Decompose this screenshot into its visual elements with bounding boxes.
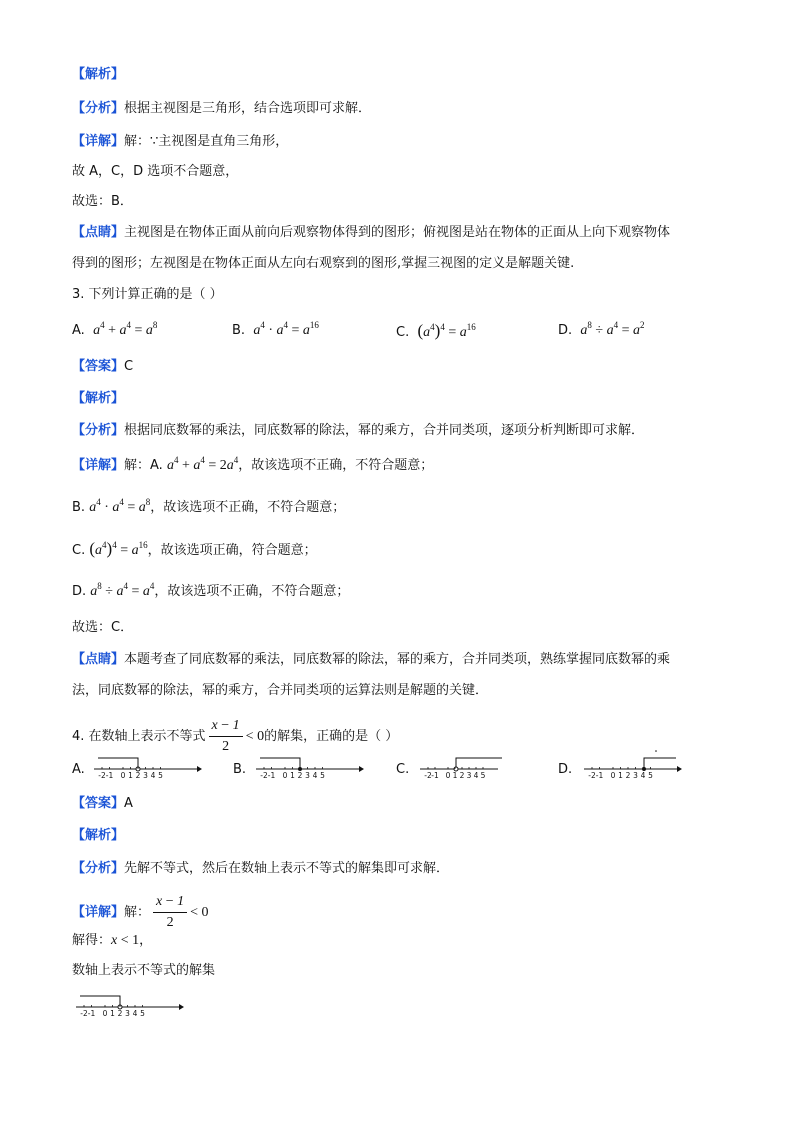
q3-option-a: [72, 322, 157, 340]
xiangjie-tag: 【详解】: [72, 458, 125, 473]
q4-option-a-numberline: [92, 752, 204, 784]
q3-d-math: $a^8 \div a^4 = a^4$: [90, 581, 155, 599]
answer-value: A: [124, 796, 133, 811]
tick-label: -1: [267, 771, 276, 780]
tick-label: 5: [648, 771, 653, 780]
q3-option-d: [558, 322, 645, 340]
tick-label: 4: [640, 771, 646, 780]
tick-label: 5: [480, 771, 486, 780]
tick-label: -2: [98, 771, 106, 780]
tick-label: 0: [102, 1009, 108, 1018]
q4-stem-suffix: 的解集，正确的是（ ）: [264, 729, 399, 744]
q3-option-c-math: $(a^4)^4 = a^{16}$: [417, 321, 476, 340]
dianjing-line-1: [72, 224, 670, 242]
q3-dianjing-2: 法，同底数幂的除法，幂的乘方，合并同类项的运算法则是解题的关键．: [72, 683, 489, 698]
xiangjie-tag: 【详解】: [72, 134, 125, 149]
tick-label: 0: [282, 771, 288, 780]
q3-stem: 3. 下列计算正确的是（ ）: [72, 287, 223, 302]
jiexi-tag: 【解析】: [72, 828, 125, 843]
q3-guxuan: 故选：C．: [72, 620, 134, 635]
q4-option-b-label: B.: [233, 762, 247, 777]
tick-label: -1: [595, 771, 604, 780]
dianjing-tag: 【点睛】: [72, 652, 125, 667]
jiexi-tag: 【解析】: [72, 391, 125, 406]
q4-jiexi: [72, 827, 124, 845]
tick-label: 3: [143, 771, 148, 780]
tick-label: 2: [117, 1009, 123, 1018]
xiangjie-tag: 【详解】: [72, 905, 125, 920]
tick-label: -1: [87, 1009, 96, 1018]
option-label: C.: [396, 325, 410, 340]
gu-line-1: 故 A，C，D 选项不合题意，: [72, 164, 239, 179]
fenxi-tag: 【分析】: [72, 101, 125, 116]
tick-label: 1: [618, 771, 623, 780]
d-comment: ，故该选项不正确，不符合题意；: [154, 584, 350, 599]
q3-c-math: $(a^4)^4 = a^{16}$: [89, 539, 148, 558]
jiede-prefix: 解得：: [72, 933, 112, 948]
c-prefix: C.: [72, 543, 90, 558]
tick-label: 4: [312, 771, 318, 780]
q4-fraction: $\frac{x - 1}{2}$: [209, 717, 243, 756]
tick-label: 5: [320, 771, 325, 780]
tick-label: -2: [588, 771, 596, 780]
q3-option-a-math: $a^4 + a^4 = a^8$: [93, 320, 158, 338]
tick-label: 1: [128, 771, 133, 780]
tick-label: -2: [80, 1009, 88, 1018]
option-label: A.: [72, 323, 85, 338]
jiede-suffix: ，: [139, 933, 153, 948]
q4-option-d-label: D.: [558, 762, 573, 777]
q3-a-math: $a^4 + a^4 = 2a^4$: [166, 455, 239, 473]
fenxi-text: 根据同底数幂的乘法，同底数幂的除法，幂的乘方，合并同类项，逐项分析判断即可求解．: [124, 423, 645, 438]
q4-option-c-numberline: [418, 752, 530, 784]
answer-tag: 【答案】: [72, 359, 125, 374]
tick-label: 4: [473, 771, 479, 780]
answer-value: C: [124, 359, 134, 374]
q3-option-d-math: $a^8 \div a^4 = a^2$: [580, 320, 645, 338]
q3-answer: [72, 358, 133, 376]
tick-label: 0: [120, 771, 126, 780]
answer-tag: 【答案】: [72, 796, 125, 811]
xiangjie-line-1: [72, 133, 288, 151]
guxuan-line-1: 故选：B．: [72, 194, 133, 209]
dianjing-text: 本题考查了同底数幂的乘法，同底数幂的除法，幂的乘方，合并同类项，熟练掌握同底数幂的乘: [124, 652, 671, 667]
dianjing-text: 主视图是在物体正面从前向后观察物体得到的图形；俯视图是站在物体的正面从上向下观察物体: [124, 225, 671, 240]
xiangjie-prefix: 解：A.: [124, 458, 167, 473]
tick-label: 4: [132, 1009, 138, 1018]
tick-label: 3: [633, 771, 638, 780]
q3-option-c: [396, 322, 476, 342]
tick-label: 5: [158, 771, 163, 780]
q4-detail-fraction: $\frac{x - 1}{2}$: [153, 893, 187, 932]
tick-label: -1: [105, 771, 114, 780]
option-label: B.: [232, 323, 246, 338]
q4-option-d-numberline: [582, 748, 694, 784]
q4-xiangjie: 【详解】解： $\frac{x - 1}{2}$ < 0: [72, 894, 209, 930]
q4-stem-prefix: 4. 在数轴上表示不等式: [72, 729, 206, 744]
fenxi-text: 先解不等式，然后在数轴上表示不等式的解集即可求解．: [124, 861, 450, 876]
c-comment: ，故该选项正确，符合题意；: [147, 543, 317, 558]
q3-line-c: [72, 540, 317, 560]
fenxi-tag: 【分析】: [72, 423, 125, 438]
q3-xiangjie-a: [72, 457, 433, 475]
xiangjie-prefix: 解：: [124, 905, 151, 920]
b-prefix: B.: [72, 500, 90, 515]
tick-label: 2: [459, 771, 465, 780]
tick-label: -2: [424, 771, 432, 780]
tick-label: -2: [260, 771, 268, 780]
tick-label: 1: [290, 771, 295, 780]
q3-jiexi: [72, 390, 124, 408]
q4-option-a-label: A.: [72, 762, 85, 777]
q4-solution-math: x < 1: [111, 933, 140, 948]
q3-b-math: $a^4 \cdot a^4 = a^8$: [89, 497, 151, 515]
q4-answer: [72, 795, 133, 813]
fenxi-line-1: [72, 100, 371, 118]
tick-label: 5: [140, 1009, 145, 1018]
q3-option-b: [232, 322, 319, 340]
tick-label: -1: [431, 771, 439, 780]
q3-fenxi: [72, 422, 644, 440]
a-comment: ，故该选项不正确，不符合题意；: [238, 458, 434, 473]
q4-stem: 4. 在数轴上表示不等式 $\frac{x - 1}{2}$ < 0的解集，正确的是（ ）: [72, 718, 399, 754]
fenxi-tag: 【分析】: [72, 861, 125, 876]
q4-option-c-label: C.: [396, 762, 410, 777]
q4-shuzhou-text: 数轴上表示不等式的解集: [72, 963, 216, 978]
q3-line-b: [72, 499, 345, 517]
q3-dianjing: [72, 651, 670, 669]
b-comment: ，故该选项不正确，不符合题意；: [150, 500, 346, 515]
dianjing-line-1b: 得到的图形；左视图是在物体正面从左向右观察到的图形,掌握三视图的定义是解题关键.: [72, 256, 575, 271]
tick-label: 2: [625, 771, 631, 780]
tick-label: 0: [610, 771, 616, 780]
xiangjie-text: 解：∵主视图是直角三角形，: [124, 134, 289, 149]
tick-label: 3: [125, 1009, 130, 1018]
q3-option-b-math: $a^4 \cdot a^4 = a^{16}$: [253, 320, 319, 338]
tick-label: 1: [110, 1009, 115, 1018]
q3-line-d: [72, 583, 349, 601]
q4-fenxi: [72, 860, 449, 878]
q4-jiede: [72, 932, 152, 950]
tick-label: 3: [466, 771, 472, 780]
tick-label: 1: [452, 771, 458, 780]
d-prefix: D.: [72, 584, 91, 599]
jiexi-heading-1: [72, 66, 124, 84]
q4-option-b-numberline: [254, 752, 366, 784]
q4-solution-numberline: [74, 990, 186, 1022]
fenxi-text: 根据主视图是三角形，结合选项即可求解．: [124, 101, 372, 116]
tick-label: 0: [445, 771, 451, 780]
tick-label: 4: [150, 771, 156, 780]
tick-label: 3: [305, 771, 310, 780]
dianjing-tag: 【点睛】: [72, 225, 125, 240]
tick-label: 2: [135, 771, 141, 780]
option-label: D.: [558, 323, 573, 338]
jiexi-tag: 【解析】: [72, 67, 125, 82]
tick-label: 2: [297, 771, 303, 780]
